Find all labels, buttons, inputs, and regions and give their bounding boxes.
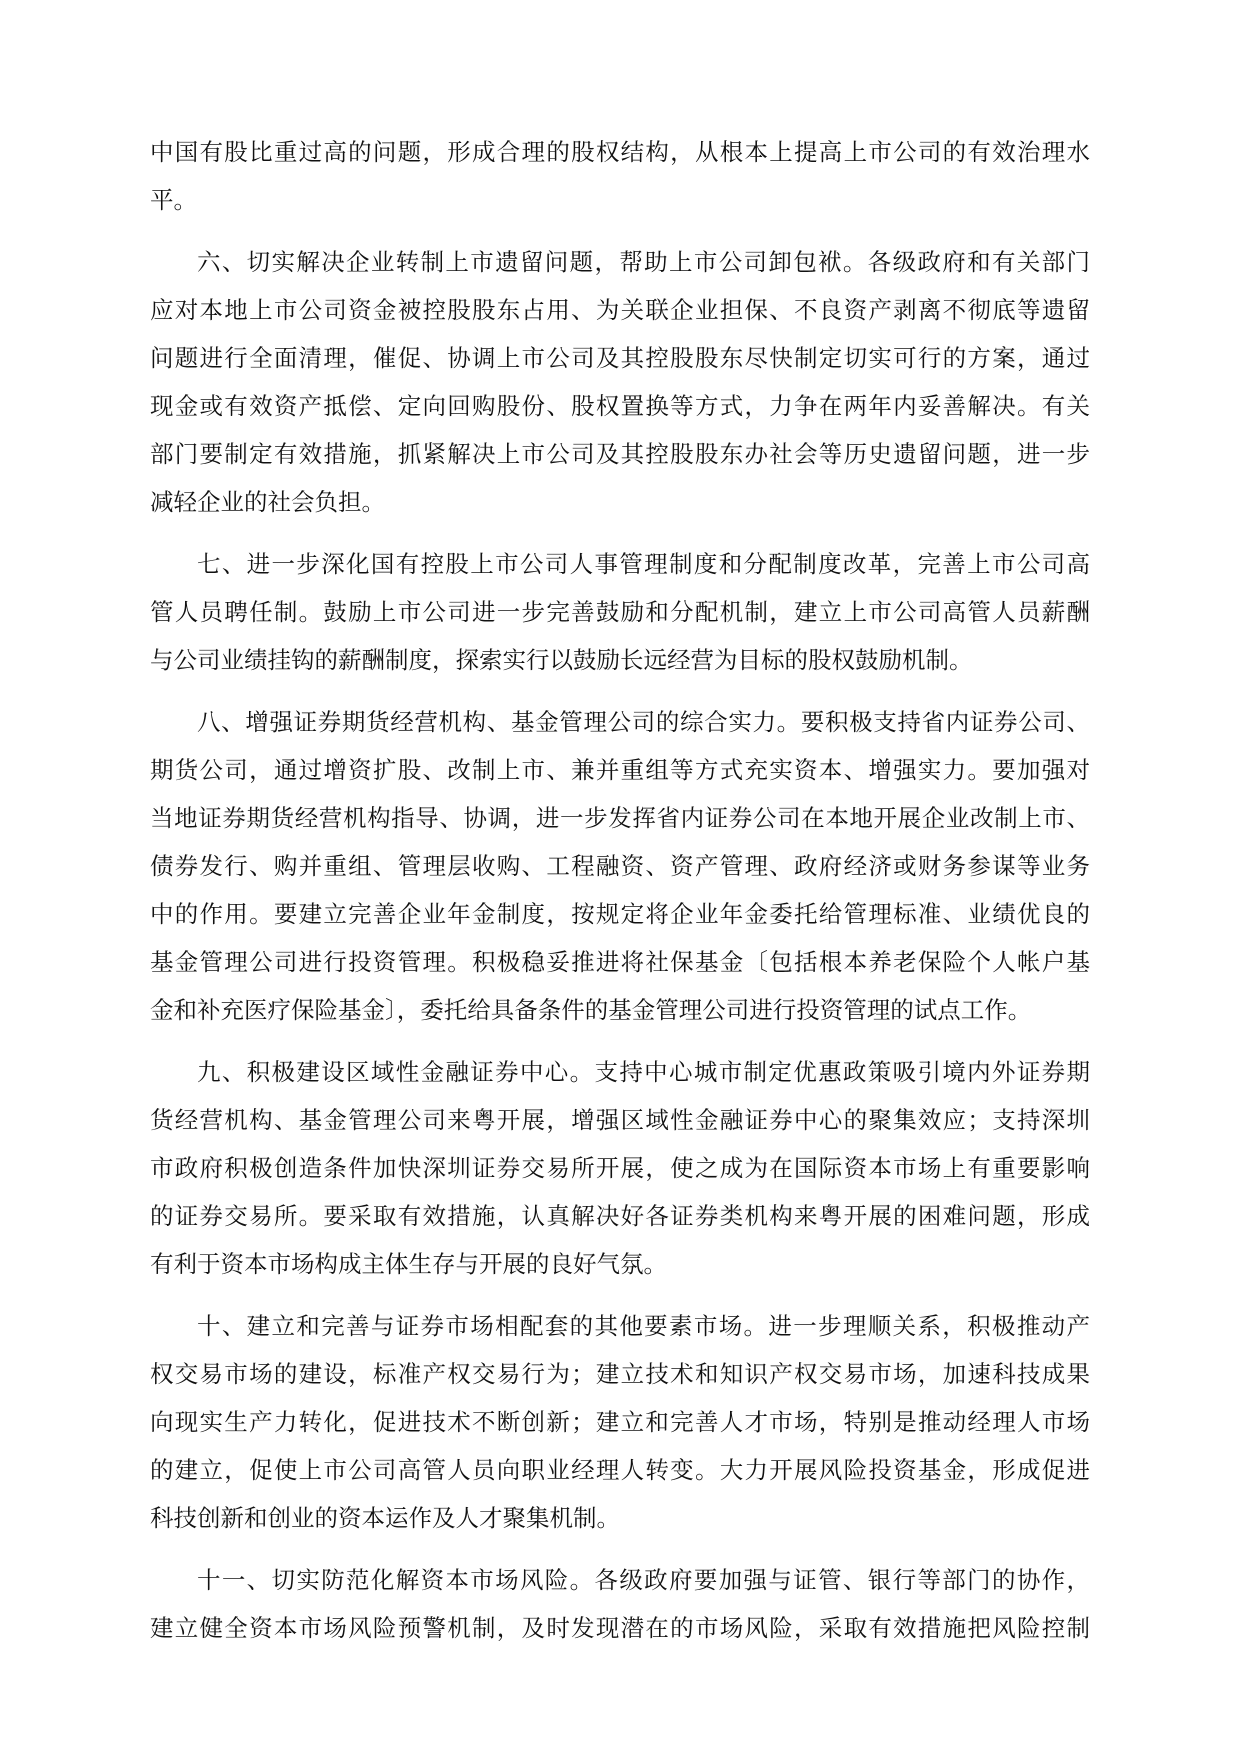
text-line: 减轻企业的社会负担。 [150, 488, 385, 516]
text-line: 与公司业绩挂钩的薪酬制度，探索实行以鼓励长远经营为目标的股权鼓励机制。 [150, 646, 973, 674]
paragraph-10 [150, 1302, 1090, 1542]
text-line: 向现实生产力转化，促进技术不断创新；建立和完善人才市场，特别是推动经理人市场 [150, 1408, 1090, 1436]
text-line: 现金或有效资产抵偿、定向回购股份、股权置换等方式，力争在两年内妥善解决。有关 [150, 392, 1090, 420]
text-line: 七、进一步深化国有控股上市公司人事管理制度和分配制度改革，完善上市公司高 [197, 550, 1090, 578]
text-line: 建立健全资本市场风险预警机制，及时发现潜在的市场风险，采取有效措施把风险控制 [150, 1614, 1090, 1642]
paragraph-9 [150, 1048, 1090, 1288]
text-line: 十、建立和完善与证券市场相配套的其他要素市场。进一步理顺关系，积极推动产 [197, 1312, 1090, 1340]
text-line: 的建立，促使上市公司高管人员向职业经理人转变。大力开展风险投资基金，形成促进 [150, 1456, 1090, 1484]
paragraph-11 [150, 1556, 1090, 1652]
text-line: 货经营机构、基金管理公司来粤开展，增强区域性金融证券中心的聚集效应；支持深圳 [150, 1106, 1090, 1134]
paragraph-5-continued [150, 128, 1090, 224]
text-line: 基金管理公司进行投资管理。积极稳妥推进将社保基金〔包括根本养老保险个人帐户基 [150, 948, 1090, 976]
text-line: 期货公司，通过增资扩股、改制上市、兼并重组等方式充实资本、增强实力。要加强对 [150, 756, 1090, 784]
text-line: 市政府积极创造条件加快深圳证券交易所开展，使之成为在国际资本市场上有重要影响 [150, 1154, 1090, 1182]
text-line: 九、积极建设区域性金融证券中心。支持中心城市制定优惠政策吸引境内外证券期 [197, 1058, 1090, 1086]
paragraph-6 [150, 238, 1090, 526]
paragraph-7 [150, 540, 1090, 684]
text-line: 金和补充医疗保险基金〕，委托给具备条件的基金管理公司进行投资管理的试点工作。 [150, 996, 1032, 1024]
text-line: 平。 [150, 186, 197, 214]
text-line: 的证券交易所。要采取有效措施，认真解决好各证券类机构来粤开展的困难问题，形成 [150, 1202, 1090, 1230]
text-line: 权交易市场的建设，标准产权交易行为；建立技术和知识产权交易市场，加速科技成果 [150, 1360, 1090, 1388]
paragraph-8 [150, 698, 1090, 1034]
document-body [150, 128, 1090, 1652]
text-line: 中的作用。要建立完善企业年金制度，按规定将企业年金委托给管理标准、业绩优良的 [150, 900, 1090, 928]
text-line: 应对本地上市公司资金被控股股东占用、为关联企业担保、不良资产剥离不彻底等遗留 [150, 296, 1090, 324]
text-line: 科技创新和创业的资本运作及人才聚集机制。 [150, 1504, 620, 1532]
text-line: 八、增强证券期货经营机构、基金管理公司的综合实力。要积极支持省内证券公司、 [197, 708, 1090, 736]
text-line: 有利于资本市场构成主体生存与开展的良好气氛。 [150, 1250, 667, 1278]
text-line: 十一、切实防范化解资本市场风险。各级政府要加强与证管、银行等部门的协作， [197, 1566, 1090, 1594]
text-line: 管人员聘任制。鼓励上市公司进一步完善鼓励和分配机制，建立上市公司高管人员薪酬 [150, 598, 1090, 626]
text-line: 债券发行、购并重组、管理层收购、工程融资、资产管理、政府经济或财务参谋等业务 [150, 852, 1090, 880]
text-line: 问题进行全面清理，催促、协调上市公司及其控股股东尽快制定切实可行的方案，通过 [150, 344, 1090, 372]
text-line: 当地证券期货经营机构指导、协调，进一步发挥省内证券公司在本地开展企业改制上市、 [150, 804, 1090, 832]
text-line: 六、切实解决企业转制上市遗留问题，帮助上市公司卸包袱。各级政府和有关部门 [197, 248, 1090, 276]
text-line: 部门要制定有效措施，抓紧解决上市公司及其控股股东办社会等历史遗留问题，进一步 [150, 440, 1090, 468]
text-line: 中国有股比重过高的问题，形成合理的股权结构，从根本上提高上市公司的有效治理水 [150, 138, 1090, 166]
